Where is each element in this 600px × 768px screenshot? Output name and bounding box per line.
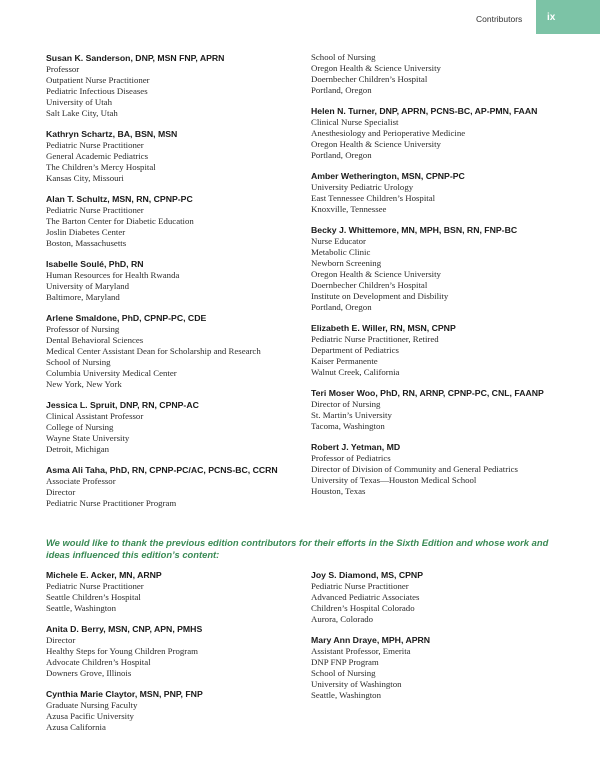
- contributor-entry: [311, 387, 581, 432]
- contributor-detail-line: Nurse Educator: [311, 236, 366, 246]
- contributor-name: Susan K. Sanderson, DNP, MSN FNP, APRN: [46, 53, 225, 63]
- contributor-detail-line: Boston, Massachusetts: [46, 238, 127, 248]
- contributor-detail-line: Pediatric Nurse Practitioner: [311, 581, 409, 591]
- contributor-name: Anita D. Berry, MSN, CNP, APN, PMHS: [46, 624, 203, 634]
- contributor-detail-line: Baltimore, Maryland: [46, 292, 120, 302]
- contributor-entry: [311, 441, 581, 497]
- contributor-detail-line: Director: [46, 635, 76, 645]
- contributor-detail-line: Portland, Oregon: [311, 85, 372, 95]
- contributor-detail-line: DNP FNP Program: [311, 657, 379, 667]
- contributor-detail-line: Director of Division of Community and General Pediatrics: [311, 464, 518, 474]
- contributor-entry: [311, 634, 581, 701]
- page-number: ix: [547, 12, 556, 23]
- contributor-detail-line: Kansas City, Missouri: [46, 173, 124, 183]
- contributor-detail-line: College of Nursing: [46, 422, 114, 432]
- contributor-entry: [46, 623, 316, 679]
- contributor-detail-line: Kaiser Permanente: [311, 356, 378, 366]
- contributor-detail-line: Pediatric Nurse Practitioner: [46, 581, 144, 591]
- contributor-detail-line: Houston, Texas: [311, 486, 366, 496]
- contributor-detail-line: Portland, Oregon: [311, 150, 372, 160]
- contributor-detail-line: Seattle Children’s Hospital: [46, 592, 141, 602]
- contributor-detail-line: Pediatric Nurse Practitioner: [46, 140, 144, 150]
- contributor-detail-line: Salt Lake City, Utah: [46, 108, 118, 118]
- contributor-detail-line: Wayne State University: [46, 433, 130, 443]
- contributor-entry: [311, 170, 581, 215]
- contributor-entry: [46, 464, 316, 509]
- contributor-name: Helen N. Turner, DNP, APRN, PCNS-BC, AP-PMN, FAAN: [311, 106, 538, 116]
- contributor-detail-line: Azusa California: [46, 722, 106, 732]
- contributor-entry: [46, 312, 316, 390]
- contributor-detail-line: School of Nursing: [311, 52, 376, 62]
- contributor-name: Amber Wetherington, MSN, CPNP-PC: [311, 171, 465, 181]
- contributor-detail-line: Advocate Children’s Hospital: [46, 657, 151, 667]
- contributor-entry: [311, 224, 581, 313]
- contributor-detail-line: Professor: [46, 64, 80, 74]
- contributor-detail-line: Azusa Pacific University: [46, 711, 134, 721]
- contributor-detail-line: Human Resources for Health Rwanda: [46, 270, 180, 280]
- contributor-detail-line: Knoxville, Tennessee: [311, 204, 387, 214]
- contributor-detail-line: Metabolic Clinic: [311, 247, 371, 257]
- contributor-name: Isabelle Soulé, PhD, RN: [46, 259, 144, 269]
- contributor-detail-line: University Pediatric Urology: [311, 182, 414, 192]
- contributor-entry: [311, 569, 581, 625]
- contributor-detail-line: Doernbecher Children’s Hospital: [311, 280, 428, 290]
- contributor-name: Teri Moser Woo, PhD, RN, ARNP, CPNP-PC, CNL, FAANP: [311, 388, 544, 398]
- contributor-detail-line: Aurora, Colorado: [311, 614, 374, 624]
- contributor-detail-line: School of Nursing: [46, 357, 111, 367]
- contributor-name: Mary Ann Draye, MPH, APRN: [311, 635, 431, 645]
- contributor-detail-line: Advanced Pediatric Associates: [311, 592, 420, 602]
- contributor-detail-line: University of Utah: [46, 97, 112, 107]
- contributor-entry: [46, 258, 316, 303]
- contributor-name: Becky J. Whittemore, MN, MPH, BSN, RN, FNP-BC: [311, 225, 518, 235]
- contributor-detail-line: Outpatient Nurse Practitioner: [46, 75, 150, 85]
- contributor-detail-line: Seattle, Washington: [46, 603, 116, 613]
- contributor-detail-line: Oregon Health & Science University: [311, 269, 441, 279]
- contributor-detail-line: Associate Professor: [46, 476, 116, 486]
- page-tab: [536, 0, 600, 34]
- contributor-detail-line: Detroit, Michigan: [46, 444, 110, 454]
- contributor-name: Cynthia Marie Claytor, MSN, PNP, FNP: [46, 689, 203, 699]
- contributor-detail-line: Clinical Nurse Specialist: [311, 117, 399, 127]
- contributor-entry: [46, 688, 316, 733]
- contributor-name: Kathryn Schartz, BA, BSN, MSN: [46, 129, 178, 139]
- contributor-detail-line: General Academic Pediatrics: [46, 151, 149, 161]
- contributor-name: Joy S. Diamond, MS, CPNP: [311, 570, 423, 580]
- contributors-column-2: [311, 52, 581, 506]
- header-section-title: Contributors: [476, 14, 523, 24]
- contributor-detail-line: Medical Center Assistant Dean for Scholarship and Research: [46, 346, 261, 356]
- contributor-detail-line: Doernbecher Children’s Hospital: [311, 74, 428, 84]
- contributor-detail-line: Columbia University Medical Center: [46, 368, 177, 378]
- contributor-detail-line: New York, New York: [46, 379, 122, 389]
- contributor-detail-line: Pediatric Nurse Practitioner, Retired: [311, 334, 439, 344]
- contributor-detail-line: Joslin Diabetes Center: [46, 227, 126, 237]
- contributor-detail-line: Pediatric Nurse Practitioner Program: [46, 498, 177, 508]
- contributor-detail-line: University of Maryland: [46, 281, 130, 291]
- previous-contributors-column-2: [311, 569, 581, 710]
- contributor-entry: [311, 105, 581, 161]
- contributor-name: Alan T. Schultz, MSN, RN, CPNP-PC: [46, 194, 193, 204]
- contributors-column-1: [46, 52, 316, 518]
- contributor-detail-line: East Tennessee Children’s Hospital: [311, 193, 436, 203]
- contributor-detail-line: Seattle, Washington: [311, 690, 381, 700]
- contributor-detail-line: Institute on Development and Disbility: [311, 291, 449, 301]
- contributor-entry: [46, 399, 316, 455]
- contributor-detail-line: Professor of Pediatrics: [311, 453, 391, 463]
- contributor-entry: [311, 322, 581, 378]
- contributor-detail-line: University of Washington: [311, 679, 402, 689]
- previous-contributors-column-1: [46, 569, 316, 742]
- contributor-detail-line: Pediatric Nurse Practitioner: [46, 205, 144, 215]
- contributor-detail-line: Graduate Nursing Faculty: [46, 700, 138, 710]
- contributor-detail-line: School of Nursing: [311, 668, 376, 678]
- contributor-detail-line: Department of Pediatrics: [311, 345, 399, 355]
- contributor-name: Jessica L. Spruit, DNP, RN, CPNP-AC: [46, 400, 199, 410]
- contributor-detail-line: Oregon Health & Science University: [311, 139, 441, 149]
- contributor-detail-line: The Barton Center for Diabetic Education: [46, 216, 194, 226]
- contributor-detail-line: Tacoma, Washington: [311, 421, 385, 431]
- contributor-name: Elizabeth E. Willer, RN, MSN, CPNP: [311, 323, 456, 333]
- contributor-detail-line: Anesthesiology and Perioperative Medicine: [311, 128, 466, 138]
- contributor-detail-line: University of Texas—Houston Medical School: [311, 475, 477, 485]
- contributor-detail-line: Director: [46, 487, 76, 497]
- contributor-entry: [46, 128, 316, 184]
- contributor-name: Robert J. Yetman, MD: [311, 442, 401, 452]
- contributor-detail-line: Healthy Steps for Young Children Program: [46, 646, 198, 656]
- contributor-name: Michele E. Acker, MN, ARNP: [46, 570, 162, 580]
- contributor-detail-line: Oregon Health & Science University: [311, 63, 441, 73]
- contributor-entry: [311, 52, 581, 96]
- contributor-detail-line: Portland, Oregon: [311, 302, 372, 312]
- contributor-detail-line: Director of Nursing: [311, 399, 381, 409]
- contributor-detail-line: Walnut Creek, California: [311, 367, 400, 377]
- contributor-name: Arlene Smaldone, PhD, CPNP-PC, CDE: [46, 313, 207, 323]
- contributor-detail-line: The Children’s Mercy Hospital: [46, 162, 156, 172]
- contributor-detail-line: Professor of Nursing: [46, 324, 120, 334]
- acknowledgement-text: We would like to thank the previous edition contributors for their efforts in the Sixth Edition and whose work and ideas influenced this edition’s content:: [46, 537, 549, 560]
- contributor-detail-line: Downers Grove, Illinois: [46, 668, 132, 678]
- contributor-detail-line: Dental Behavioral Sciences: [46, 335, 144, 345]
- contributor-entry: [46, 52, 316, 119]
- contributor-name: Asma Ali Taha, PhD, RN, CPNP-PC/AC, PCNS-BC, CCRN: [46, 465, 278, 475]
- contributor-detail-line: Pediatric Infectious Diseases: [46, 86, 148, 96]
- contributor-detail-line: Newborn Screening: [311, 258, 382, 268]
- contributor-detail-line: Children’s Hospital Colorado: [311, 603, 415, 613]
- contributor-entry: [46, 569, 316, 614]
- contributor-detail-line: St. Martin’s University: [311, 410, 392, 420]
- contributor-detail-line: Assistant Professor, Emerita: [311, 646, 411, 656]
- contributor-entry: [46, 193, 316, 249]
- contributor-detail-line: Clinical Assistant Professor: [46, 411, 144, 421]
